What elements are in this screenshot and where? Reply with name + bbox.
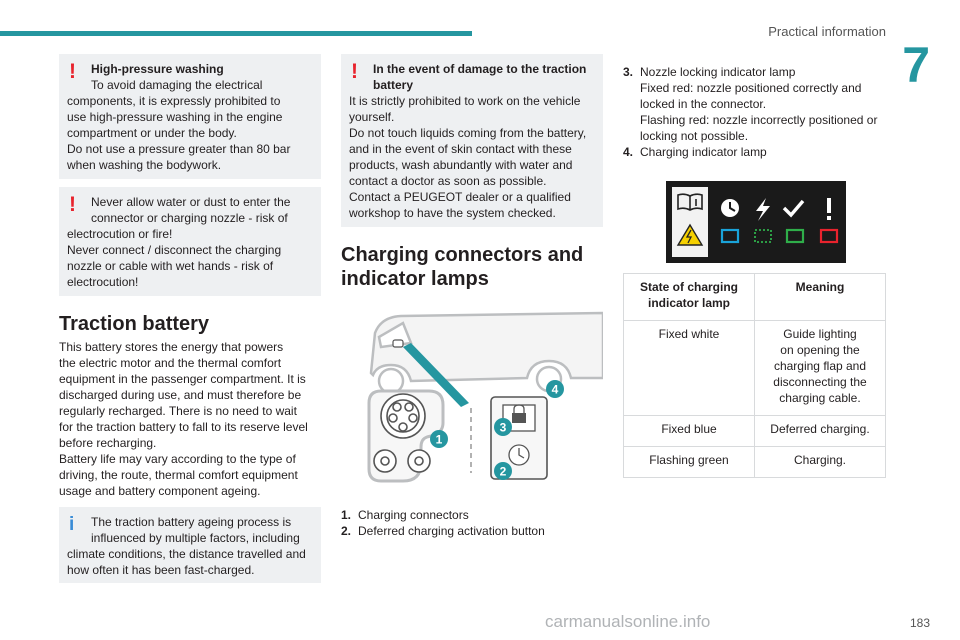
list-number: 1. xyxy=(341,508,352,522)
callout-3: 3 xyxy=(499,420,507,435)
info-icon: i xyxy=(69,514,75,535)
warning-exclamation-icon: ! xyxy=(351,60,358,83)
header-accent-bar xyxy=(0,31,472,36)
warning-exclamation-icon: ! xyxy=(69,193,76,216)
warning-line: Contact a PEUGEOT dealer or a qualified xyxy=(349,190,571,204)
watermark-text: carmanualsonline.info xyxy=(545,612,711,631)
header-line: Meaning xyxy=(795,280,845,294)
body-line: regularly recharged. There is no need to wait xyxy=(59,404,297,418)
warning-line: electrocution! xyxy=(67,275,139,289)
warning-line: Never connect / disconnect the charging xyxy=(67,243,282,257)
table-row xyxy=(624,447,886,478)
table-cell-state: Flashing green xyxy=(624,447,755,478)
info-line: The traction battery ageing process is xyxy=(91,515,292,529)
body-line: Battery life may vary according to the type of xyxy=(59,452,296,466)
table-row xyxy=(624,321,886,416)
info-line: climate conditions, the distance travelled and xyxy=(67,547,306,561)
clock-icon xyxy=(721,199,739,217)
list-line: Charging indicator lamp xyxy=(640,145,767,159)
table-header-meaning xyxy=(755,274,886,321)
page-number: 183 xyxy=(909,616,930,630)
warning-line: and in the event of skin contact with these xyxy=(349,142,572,156)
list-number: 4. xyxy=(623,145,634,159)
warning-line: connector or charging nozzle - risk of xyxy=(91,211,288,225)
warning-line: when washing the bodywork. xyxy=(67,158,222,172)
table-row xyxy=(624,416,886,447)
indicator-lamp-panel xyxy=(666,181,846,263)
list-line: locking not possible. xyxy=(640,129,749,143)
list-item xyxy=(341,507,603,523)
warning-line: Do not touch liquids coming from the battery, xyxy=(349,126,587,140)
van-outline-icon xyxy=(371,313,603,393)
list-line: Flashing red: nozzle incorrectly positioned or xyxy=(640,113,878,127)
warning-box-water-dust xyxy=(59,187,321,296)
list-text: Deferred charging activation button xyxy=(358,524,545,538)
warning-exclamation-icon: ! xyxy=(69,60,76,83)
list-number: 3. xyxy=(623,65,634,79)
list-item xyxy=(341,523,603,539)
body-line: driving, the route, thermal comfort equipment xyxy=(59,468,298,482)
cell-line: charging flap and xyxy=(773,359,867,373)
callout-4: 4 xyxy=(551,382,559,397)
body-line: equipment in the passenger compartment. It is xyxy=(59,372,306,386)
body-line: for the traction battery to fall to its reserve level xyxy=(59,420,308,434)
list-line: Fixed red: nozzle positioned correctly and xyxy=(640,81,862,95)
cell-line: Charging. xyxy=(793,453,847,467)
table-header-row xyxy=(624,274,886,321)
list-item-4 xyxy=(623,144,885,160)
cell-line: Deferred charging. xyxy=(770,422,870,436)
warning-line: nozzle or cable with wet hands - risk of xyxy=(67,259,274,273)
warning-line: Never allow water or dust to enter the xyxy=(91,195,291,209)
warning-line: It is strictly prohibited to work on the vehicle xyxy=(349,94,581,108)
cell-line: disconnecting the xyxy=(773,375,867,389)
warning-title: In the event of damage to the traction xyxy=(373,62,587,76)
table-cell-meaning xyxy=(755,321,886,416)
section-heading-traction-battery: Traction battery xyxy=(59,313,210,335)
connector-legend-list xyxy=(341,507,603,539)
warning-box-high-pressure xyxy=(59,54,321,179)
column-left xyxy=(59,54,321,583)
section-heading-charging-connectors xyxy=(341,243,603,291)
body-line: usage and battery component ageing. xyxy=(59,484,261,498)
callout-2: 2 xyxy=(499,464,507,479)
warning-title: High-pressure washing xyxy=(91,62,224,76)
list-line: Nozzle locking indicator lamp xyxy=(640,65,796,79)
callout-1: 1 xyxy=(435,432,443,447)
list-number: 2. xyxy=(341,524,352,538)
column-right xyxy=(623,64,885,478)
header-line: indicator lamp xyxy=(647,296,730,310)
warning-line: Do not use a pressure greater than 80 bar xyxy=(67,142,291,156)
warning-line: use high-pressure washing in the engine xyxy=(67,110,283,124)
heading-line: indicator lamps xyxy=(341,268,489,290)
warning-line: workshop to have the system checked. xyxy=(349,206,556,220)
warning-line: electrocution or fire! xyxy=(67,227,173,241)
table-cell-state: Fixed white xyxy=(624,321,755,416)
warning-line: compartment or under the body. xyxy=(67,126,237,140)
cell-line: Guide lighting xyxy=(783,327,857,341)
table-cell-meaning xyxy=(755,447,886,478)
info-line: how often it has been fast-charged. xyxy=(67,563,255,577)
body-line: before recharging. xyxy=(59,436,157,450)
table-header-state xyxy=(624,274,755,321)
info-line: influenced by multiple factors, including xyxy=(91,531,300,545)
charging-connectors-illustration xyxy=(341,303,603,493)
chapter-number: 7 xyxy=(902,37,930,93)
heading-line: Charging connectors and xyxy=(341,244,584,266)
warning-line: To avoid damaging the electrical xyxy=(91,78,263,92)
body-line: the electric motor and the thermal comfort xyxy=(59,356,282,370)
page-header-title: Practical information xyxy=(768,24,886,39)
warning-line: components, it is expressly prohibited to xyxy=(67,94,281,108)
exclamation-icon xyxy=(827,198,831,220)
header-line: State of charging xyxy=(639,280,738,294)
warning-line: contact a doctor as soon as possible. xyxy=(349,174,547,188)
body-line: discharged during use, and must therefore be xyxy=(59,388,302,402)
warning-line: yourself. xyxy=(349,110,395,124)
body-line: This battery stores the energy that powers xyxy=(59,340,284,354)
info-box-battery-ageing xyxy=(59,507,321,583)
indicator-lamp-table xyxy=(623,273,886,478)
list-item-3 xyxy=(623,64,885,144)
cell-line: on opening the xyxy=(780,343,860,357)
warning-title: battery xyxy=(373,78,414,92)
list-text: Charging connectors xyxy=(358,508,469,522)
cell-line: charging cable. xyxy=(779,391,861,405)
table-cell-state: Fixed blue xyxy=(624,416,755,447)
table-cell-meaning xyxy=(755,416,886,447)
warning-box-battery-damage xyxy=(341,54,603,227)
charge-flap-icon xyxy=(393,340,403,347)
list-line: locked in the connector. xyxy=(640,97,767,111)
warning-line: products, wash abundantly with water and xyxy=(349,158,573,172)
traction-battery-body xyxy=(59,339,321,499)
column-middle xyxy=(341,54,603,539)
